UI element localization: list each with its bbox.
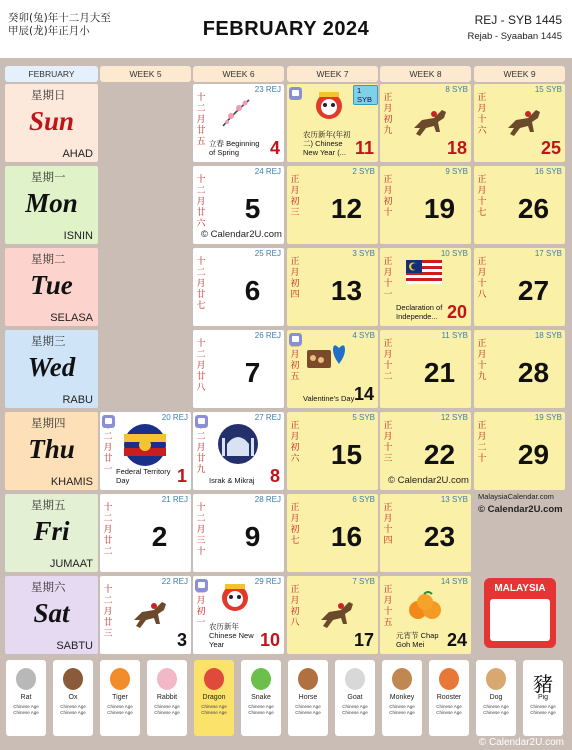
day-number: 29 — [517, 439, 550, 470]
day-cell[interactable] — [193, 84, 284, 162]
rat-icon — [16, 668, 36, 690]
day-cell[interactable] — [380, 412, 471, 490]
day-malay: KHAMIS — [50, 476, 93, 488]
day-cell[interactable] — [380, 494, 471, 572]
zodiac-name: Dog — [489, 694, 503, 701]
lion-graphic — [215, 582, 255, 616]
mosque-illustration — [215, 422, 261, 471]
day-malay: ISNIN — [63, 230, 93, 242]
day-cell[interactable] — [193, 330, 284, 408]
day-label-mon — [5, 166, 98, 244]
zodiac-age-table: Chinese Age Chinese Age — [107, 704, 133, 715]
lion-illustration — [215, 582, 255, 621]
lunar-line-1: 癸卯(兔)年十二月大至 — [8, 12, 111, 24]
zodiac-name: Pig — [537, 694, 549, 701]
lunar-date: 二 月 廿 九 — [196, 432, 206, 475]
hijri-date: 14 SYB — [440, 577, 468, 586]
zodiac-name: Snake — [251, 694, 271, 701]
hijri-date: 9 SYB — [445, 167, 468, 176]
day-cell[interactable] — [287, 166, 378, 244]
day-malay: SABTU — [56, 640, 93, 652]
hijri-date: 6 SYB — [352, 495, 375, 504]
hijri-month-start-badge: 1 SYB — [353, 85, 378, 105]
lion-graphic — [309, 90, 349, 124]
zodiac-age-table: Chinese Age Chinese Age — [154, 704, 180, 715]
zodiac-age-table: Chinese Age Chinese Age — [60, 704, 86, 715]
event-label: 元宵节 Chap Goh Mei — [396, 631, 439, 649]
zodiac-tiger — [100, 660, 140, 736]
day-malay: RABU — [62, 394, 93, 406]
ox-icon — [63, 668, 83, 690]
lunar-date: 正 月 十 四 — [383, 503, 393, 546]
hijri-line-2: Rejab - Syaaban 1445 — [467, 31, 562, 42]
lunar-date: 十 二 月 廿 三 — [103, 585, 113, 639]
day-label-tue — [5, 248, 98, 326]
zodiac-name: Rat — [20, 694, 32, 701]
horse-illustration — [315, 592, 359, 637]
day-number: 21 — [423, 357, 456, 388]
day-cell[interactable] — [380, 248, 471, 326]
lunar-date: 十 二 月 三 十 — [196, 503, 206, 557]
brand-text — [478, 492, 570, 515]
hijri-date: 12 SYB — [440, 413, 468, 422]
zodiac-name: Rabbit — [156, 694, 178, 701]
zodiac-monkey — [382, 660, 422, 736]
day-number: 4 — [269, 138, 280, 158]
zodiac-age-table: Chinese Age Chinese Age — [248, 704, 274, 715]
lunar-date: 十 二 月 廿 二 — [103, 503, 113, 557]
lunar-date: 月 初 一 — [196, 596, 206, 628]
day-number: 22 — [423, 439, 456, 470]
day-number: 8 — [269, 466, 280, 486]
zodiac-name: Horse — [298, 694, 318, 701]
zodiac-age-table: Chinese Age Chinese Age — [483, 704, 509, 715]
day-cell[interactable] — [287, 576, 378, 654]
day-cell[interactable] — [193, 494, 284, 572]
hijri-info — [467, 13, 562, 42]
lunar-date: 正 月 初 三 — [290, 175, 300, 218]
day-chinese: 星期五 — [31, 498, 66, 512]
blossom-graphic — [219, 96, 253, 130]
day-number: 9 — [244, 521, 261, 552]
event-label: 农历新年 Chinese New Year — [209, 622, 254, 649]
day-cell[interactable] — [100, 576, 191, 654]
hijri-date: 11 SYB — [441, 331, 468, 340]
day-number: 2 — [151, 521, 168, 552]
zodiac-name: Monkey — [389, 694, 415, 701]
hijri-date: 17 SYB — [534, 249, 562, 258]
zodiac-age-table: Chinese Age Chinese Age — [201, 704, 227, 715]
day-chinese: 星期四 — [31, 416, 66, 430]
zodiac-age-table: Chinese Age Chinese Age — [342, 704, 368, 715]
calendar-small-icon — [289, 333, 302, 346]
zodiac-age-table: Chinese Age Chinese Age — [530, 704, 556, 715]
day-chinese: 星期二 — [31, 252, 66, 266]
zodiac-age-table: Chinese Age Chinese Age — [13, 704, 39, 715]
horse-illustration — [502, 100, 546, 145]
horse-illustration — [128, 592, 172, 637]
hijri-date: 29 REJ — [254, 577, 281, 586]
hijri-date: 23 REJ — [254, 85, 281, 94]
day-number: 16 — [330, 521, 363, 552]
day-cell[interactable] — [474, 412, 565, 490]
rooster-icon — [439, 668, 459, 690]
malaysia-label: MALAYSIA — [494, 583, 546, 594]
lunar-date: 正 月 十 八 — [477, 257, 487, 300]
flag-ft-graphic — [122, 422, 168, 468]
lunar-date: 正 月 十 六 — [477, 93, 487, 136]
day-number: 15 — [330, 439, 363, 470]
day-cell[interactable] — [193, 248, 284, 326]
event-label: Valentine's Day — [303, 394, 355, 403]
day-chinese: 星期日 — [31, 88, 66, 102]
gift-illustration — [305, 340, 353, 379]
hijri-date: 18 SYB — [534, 331, 562, 340]
hijri-line-1: REJ - SYB 1445 — [474, 13, 562, 27]
zodiac-pig — [523, 660, 563, 736]
lunar-date: 正 月 十 九 — [477, 339, 487, 382]
hijri-date: 20 REJ — [161, 413, 188, 422]
hijri-date: 7 SYB — [352, 577, 375, 586]
horse-graphic — [502, 100, 546, 140]
lion-illustration — [309, 90, 349, 129]
zodiac-horse — [288, 660, 328, 736]
day-cell[interactable] — [287, 412, 378, 490]
day-label-sat — [5, 576, 98, 654]
zodiac-name: Dragon — [202, 694, 226, 701]
dog-icon — [486, 668, 506, 690]
lunar-date: 正 月 初 七 — [290, 503, 300, 546]
day-cell[interactable] — [474, 330, 565, 408]
day-cell[interactable] — [474, 166, 565, 244]
hijri-date: 4 SYB — [352, 331, 375, 340]
hijri-date: 22 REJ — [161, 577, 188, 586]
goat-icon — [345, 668, 365, 690]
hijri-date: 24 REJ — [254, 167, 281, 176]
dragon-icon — [204, 668, 224, 690]
zodiac-goat — [335, 660, 375, 736]
lunar-date: 十 二 月 廿 五 — [196, 93, 206, 147]
zodiac-age-table: Chinese Age Chinese Age — [436, 704, 462, 715]
day-english: Wed — [27, 352, 76, 382]
day-number: 11 — [354, 138, 374, 158]
day-label-fri — [5, 494, 98, 572]
horse-icon — [298, 668, 318, 690]
day-chinese: 星期三 — [31, 334, 66, 348]
day-english: Sat — [33, 598, 70, 628]
day-cell[interactable] — [380, 576, 471, 654]
event-label: Declaration of Independe... — [396, 303, 443, 321]
zodiac-name: Rooster — [436, 694, 462, 701]
zodiac-dog — [476, 660, 516, 736]
day-number: 6 — [244, 275, 261, 306]
week-header: WEEK 9 — [474, 66, 565, 82]
brand-line-2: © Calendar2U.com — [478, 504, 563, 515]
hijri-date: 8 SYB — [445, 85, 468, 94]
hijri-date: 26 REJ — [254, 331, 281, 340]
lunar-date: 十 二 月 廿 八 — [196, 339, 206, 393]
day-cell[interactable] — [193, 576, 284, 654]
hijri-date: 3 SYB — [352, 249, 375, 258]
day-number: 26 — [517, 193, 550, 224]
lunar-date: 正 月 初 十 — [383, 175, 393, 218]
rabbit-icon — [157, 668, 177, 690]
event-label: 农历新年(年初二) Chinese New Year (... — [303, 130, 351, 157]
zodiac-name: Tiger — [112, 694, 128, 701]
zodiac-ox — [53, 660, 93, 736]
tiger-icon — [110, 668, 130, 690]
lunar-date: 正 月 十 一 — [383, 257, 393, 300]
page-title: FEBRUARY 2024 — [202, 18, 370, 40]
lunar-date: 十 二 月 廿 六 — [196, 175, 206, 229]
calendar-small-icon — [195, 579, 208, 592]
day-cell[interactable] — [380, 330, 471, 408]
lunar-line-2: 甲辰(龙)年正月小 — [8, 25, 90, 37]
event-label: 立春 Beginning of Spring — [209, 139, 260, 157]
header — [0, 0, 572, 58]
event-label: Israk & Mikraj — [209, 476, 255, 485]
footer-watermark: © Calendar2U.com — [478, 737, 564, 748]
orange-graphic — [406, 590, 444, 622]
day-label-sun — [5, 84, 98, 162]
lunar-date: 正 月 十 三 — [383, 421, 393, 464]
week-header: WEEK 5 — [100, 66, 191, 82]
day-cell[interactable] — [474, 84, 565, 162]
day-chinese: 星期六 — [31, 580, 66, 594]
day-cell[interactable] — [287, 494, 378, 572]
day-number: 10 — [259, 630, 280, 650]
pig-char: 豬 — [533, 672, 553, 696]
day-number: 12 — [330, 193, 363, 224]
blossom-illustration — [219, 96, 253, 135]
calendar-page-icon — [490, 599, 550, 641]
day-number: 20 — [446, 302, 467, 322]
zodiac-rooster — [429, 660, 469, 736]
day-english: Fri — [33, 516, 70, 546]
day-number: 3 — [176, 630, 187, 650]
lunar-date: 二 月 廿 一 — [103, 432, 113, 475]
hijri-date: 25 REJ — [254, 249, 281, 258]
calendar-small-icon — [289, 87, 302, 100]
day-cell[interactable] — [193, 412, 284, 490]
hijri-date: 15 SYB — [534, 85, 562, 94]
watermark: © Calendar2U.com — [388, 475, 469, 486]
lunar-date: 月 初 五 — [290, 350, 300, 382]
zodiac-name: Ox — [68, 694, 78, 701]
week-header: WEEK 8 — [380, 66, 471, 82]
day-number: 28 — [517, 357, 550, 388]
snake-icon — [251, 668, 271, 690]
horse-graphic — [315, 592, 359, 632]
lunar-date: 十 二 月 廿 七 — [196, 257, 206, 311]
flag-my-graphic — [406, 260, 442, 284]
mosque-graphic — [215, 422, 261, 466]
day-english: Mon — [25, 188, 78, 218]
hijri-date: 16 SYB — [534, 167, 562, 176]
day-cell[interactable] — [380, 84, 471, 162]
hijri-date: 21 REJ — [161, 495, 188, 504]
calendar-small-icon — [102, 415, 115, 428]
zodiac-dragon — [194, 660, 234, 736]
day-number: 23 — [423, 521, 456, 552]
zodiac-name: Goat — [347, 694, 363, 701]
hijri-date: 13 SYB — [440, 495, 468, 504]
day-chinese: 星期一 — [31, 170, 66, 184]
day-english: Tue — [30, 270, 73, 300]
lunar-date: 正 月 初 四 — [290, 257, 300, 300]
day-cell[interactable] — [287, 84, 378, 162]
hijri-date: 5 SYB — [352, 413, 375, 422]
calendar-small-icon — [195, 415, 208, 428]
event-label: Federal Territory Day — [116, 467, 171, 485]
flag-my-illustration — [406, 260, 442, 289]
hijri-date: 27 REJ — [254, 413, 281, 422]
hijri-date: 10 SYB — [440, 249, 468, 258]
day-number: 25 — [540, 138, 561, 158]
day-number: 17 — [353, 630, 374, 650]
hijri-date: 28 REJ — [254, 495, 281, 504]
flag-ft-illustration — [122, 422, 168, 473]
zodiac-rabbit — [147, 660, 187, 736]
horse-illustration — [408, 100, 452, 145]
gift-graphic — [305, 340, 353, 374]
malaysia-calendar-icon — [484, 578, 556, 648]
week-header: WEEK 6 — [193, 66, 284, 82]
day-number: 13 — [330, 275, 363, 306]
zodiac-rat — [6, 660, 46, 736]
zodiac-snake — [241, 660, 281, 736]
lunar-date: 正 月 十 五 — [383, 585, 393, 628]
watermark: © Calendar2U.com — [201, 229, 282, 240]
lunar-date: 正 月 初 六 — [290, 421, 300, 464]
day-malay: AHAD — [62, 148, 93, 160]
day-number: 24 — [446, 630, 467, 650]
day-cell[interactable] — [193, 166, 284, 244]
brand-line-1: MalaysiaCalendar.com — [478, 492, 554, 501]
day-label-thu — [5, 412, 98, 490]
day-cell[interactable] — [100, 412, 191, 490]
zodiac-age-table: Chinese Age Chinese Age — [295, 704, 321, 715]
week-header: WEEK 7 — [287, 66, 378, 82]
hijri-date: 19 SYB — [534, 413, 562, 422]
day-cell[interactable] — [380, 166, 471, 244]
day-cell[interactable] — [100, 494, 191, 572]
day-cell[interactable] — [287, 248, 378, 326]
day-malay: JUMAAT — [49, 558, 93, 570]
day-number: 5 — [244, 193, 261, 224]
lunar-date: 正 月 十 二 — [383, 339, 393, 382]
hijri-date: 2 SYB — [352, 167, 375, 176]
lunar-date: 正 月 初 九 — [383, 93, 393, 136]
day-english: Thu — [28, 434, 75, 464]
day-english: Sun — [28, 106, 75, 136]
day-cell[interactable] — [287, 330, 378, 408]
day-cell[interactable] — [474, 248, 565, 326]
day-number: 19 — [423, 193, 456, 224]
day-number: 18 — [446, 138, 467, 158]
lunar-date: 正 月 初 八 — [290, 585, 300, 628]
day-label-wed — [5, 330, 98, 408]
horse-graphic — [408, 100, 452, 140]
day-number: 14 — [353, 384, 374, 404]
day-number: 27 — [517, 275, 550, 306]
lunar-date: 正 月 二 十 — [477, 421, 487, 464]
horse-graphic — [128, 592, 172, 632]
month-header: FEBRUARY — [5, 66, 98, 82]
day-malay: SELASA — [50, 312, 93, 324]
orange-illustration — [406, 590, 444, 627]
lunar-date: 正 月 十 七 — [477, 175, 487, 218]
zodiac-age-table: Chinese Age Chinese Age — [389, 704, 415, 715]
monkey-icon — [392, 668, 412, 690]
day-number: 7 — [244, 357, 261, 388]
day-number: 1 — [176, 466, 187, 486]
